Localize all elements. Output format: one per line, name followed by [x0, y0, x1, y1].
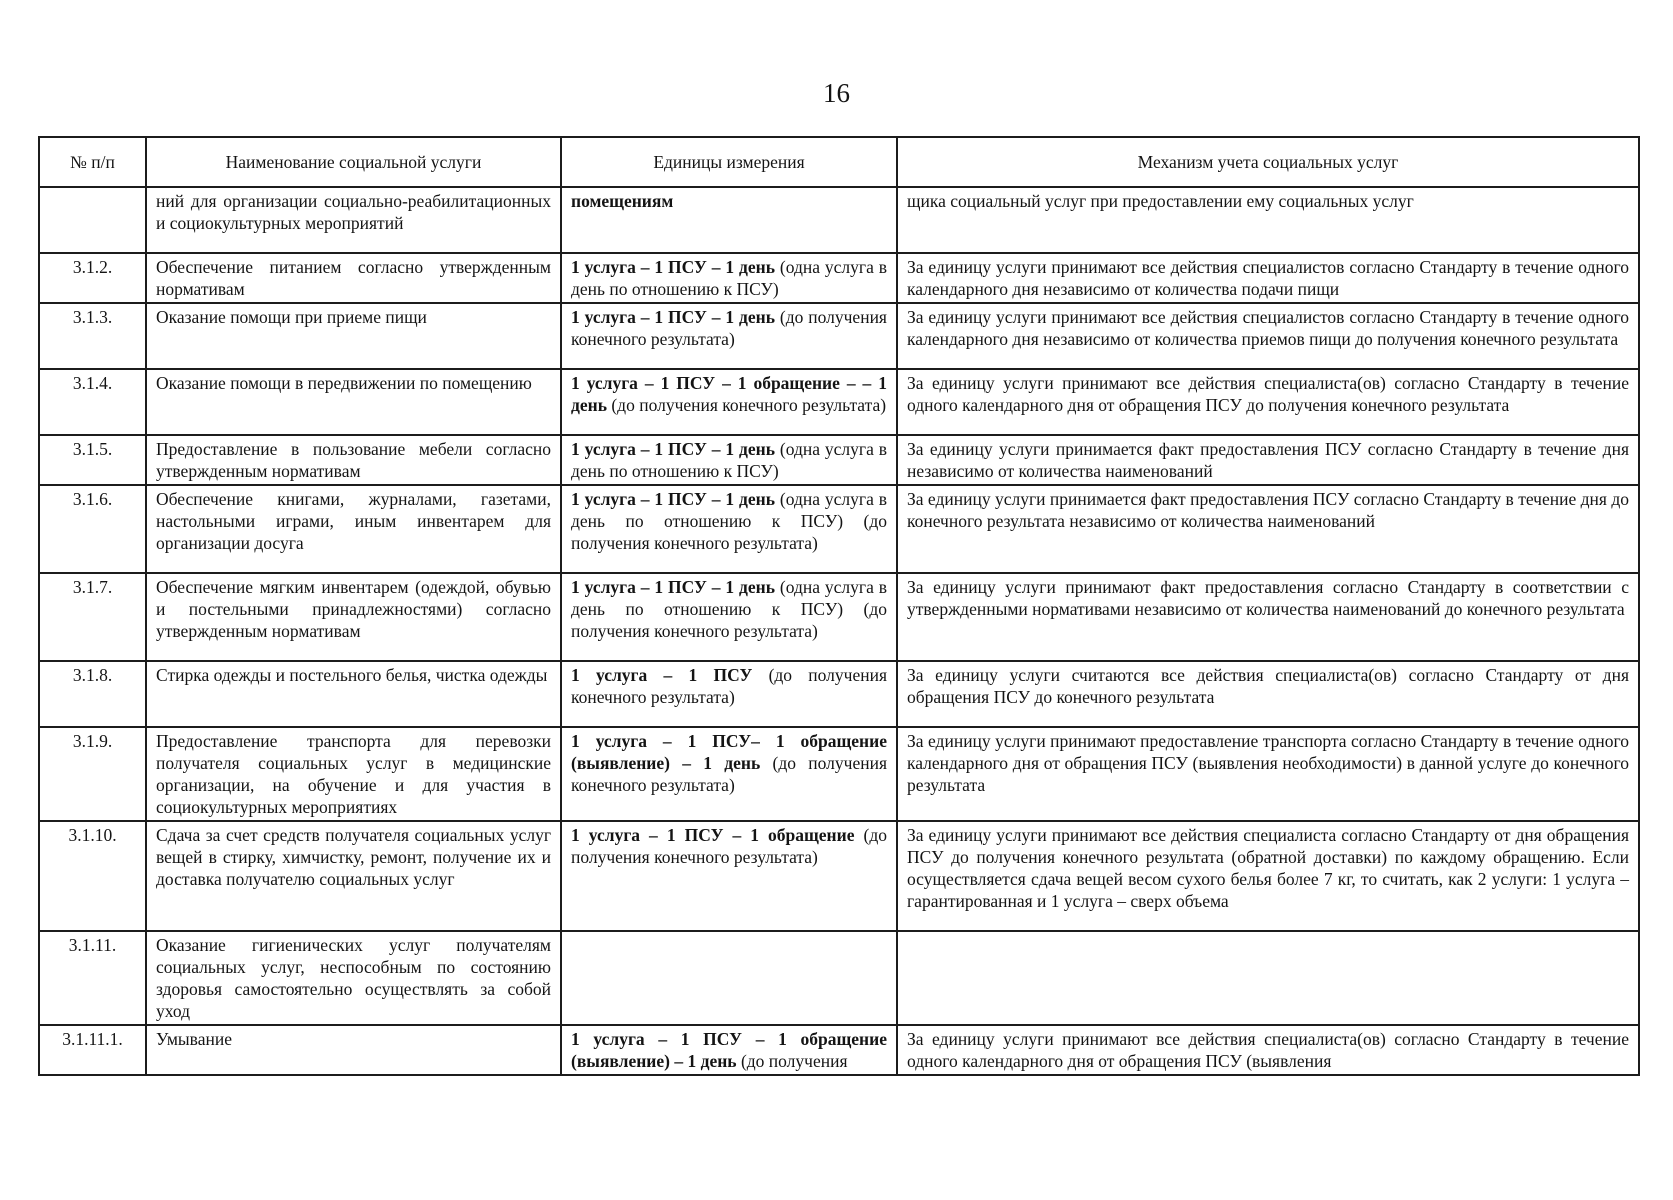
row-unit [561, 661, 897, 727]
row-unit-text: (до получения конечного результата) [571, 665, 888, 707]
row-mechanism: За единицу услуги принимают все действия специалистов согласно Стандарту в течение одного календарного дня независимо от количества подачи пищи [897, 253, 1639, 303]
row-service-name: Обеспечение книгами, журналами, газетами, настольными играми, иным инвентарем для организации досуга [146, 485, 561, 573]
table-row [39, 821, 1639, 931]
row-mechanism: За единицу услуги принимают факт предоставления согласно Стандарту в соответствии с утвержденными нормативами независимо от количества наименований до конечного результата [897, 573, 1639, 661]
row-unit [561, 303, 897, 369]
row-unit-text: (до получения конечного результата) [571, 307, 887, 349]
row-mechanism: За единицу услуги принимают все действия специалиста(ов) согласно Стандарту в течение одного календарного дня от обращения ПСУ до получения конечного результата [897, 369, 1639, 435]
table-row [39, 435, 1639, 485]
row-mechanism: За единицу услуги принимают предоставление транспорта согласно Стандарту в течение одного календарного дня от обращения ПСУ (выявления необходимости) в данной услуге до конечного результата [897, 727, 1639, 821]
row-unit-text: (одна услуга в день по отношению к ПСУ) [571, 257, 887, 299]
table-row [39, 573, 1639, 661]
row-unit [561, 187, 897, 253]
row-mechanism: За единицу услуги принимается факт предоставления ПСУ согласно Стандарту в течение дня до конечного результата независимо от количества наименований [897, 485, 1639, 573]
row-unit-bold: 1 услуга – 1 ПСУ [571, 665, 753, 685]
row-unit [561, 1025, 897, 1075]
row-unit [561, 931, 897, 1025]
row-unit-text: (до получения конечного результата) [571, 825, 887, 867]
header-name: Наименование социальной услуги [146, 137, 561, 187]
row-mechanism: щика социальный услуг при предоставлении ему социальных услуг [897, 187, 1639, 253]
row-unit-bold: 1 услуга – 1 ПСУ– 1 обращение (выявление) – 1 день [571, 731, 887, 773]
row-service-name: Оказание помощи при приеме пищи [146, 303, 561, 369]
row-num [39, 187, 146, 253]
row-unit-bold: 1 услуга – 1 ПСУ – 1 день [571, 439, 776, 459]
table-row [39, 1025, 1639, 1075]
row-unit-text: (одна услуга в день по отношению к ПСУ) (до получения конечного результата) [571, 577, 887, 641]
row-service-name: Сдача за счет средств получателя социальных услуг вещей в стирку, химчистку, ремонт, получение их и доставка получателю социальных услуг [146, 821, 561, 931]
row-unit-bold: 1 услуга – 1 ПСУ – 1 обращение (выявление) – 1 день [571, 1029, 887, 1071]
row-unit-bold: помещениям [571, 191, 674, 211]
row-num: 3.1.2. [39, 253, 146, 303]
row-unit-text: (до получения конечного результата) [571, 753, 887, 795]
row-unit [561, 435, 897, 485]
row-num: 3.1.4. [39, 369, 146, 435]
table-row [39, 303, 1639, 369]
row-num: 3.1.7. [39, 573, 146, 661]
row-unit-text: (до получения [736, 1051, 848, 1071]
row-service-name: ний для организации социально-реабилитационных и социокультурных мероприятий [146, 187, 561, 253]
row-num: 3.1.10. [39, 821, 146, 931]
row-num: 3.1.9. [39, 727, 146, 821]
row-mechanism: За единицу услуги принимают все действия специалиста согласно Стандарту от дня обращения ПСУ до получения конечного результата (обратной доставки) по каждому обращению. Если осуществляется сдача вещей весом сухого белья более 7 кг, то считать, как 2 услуги: 1 услуга – гарантированная и 1 услуга – сверх объема [897, 821, 1639, 931]
row-num: 3.1.8. [39, 661, 146, 727]
table-row [39, 369, 1639, 435]
services-table-container [38, 136, 1638, 1076]
row-unit [561, 727, 897, 821]
row-num: 3.1.3. [39, 303, 146, 369]
row-unit [561, 573, 897, 661]
row-unit-text: (одна услуга в день по отношению к ПСУ) (до получения конечного результата) [571, 489, 887, 553]
row-mechanism: За единицу услуги считаются все действия специалиста(ов) согласно Стандарту от дня обращения ПСУ до конечного результата [897, 661, 1639, 727]
table-row [39, 661, 1639, 727]
row-service-name: Умывание [146, 1025, 561, 1075]
row-unit-bold: 1 услуга – 1 ПСУ – 1 день [571, 307, 776, 327]
row-service-name: Оказание помощи в передвижении по помещению [146, 369, 561, 435]
header-mechanism: Механизм учета социальных услуг [897, 137, 1639, 187]
row-mechanism: За единицу услуги принимается факт предоставления ПСУ согласно Стандарту в течение дня независимо от количества наименований [897, 435, 1639, 485]
row-num: 3.1.6. [39, 485, 146, 573]
services-table [38, 136, 1640, 1076]
row-unit-bold: 1 услуга – 1 ПСУ – 1 обращение – – 1 день [571, 373, 887, 415]
row-unit-text: (до получения конечного результата) [606, 395, 887, 415]
row-unit-bold: 1 услуга – 1 ПСУ – 1 день [571, 489, 776, 509]
row-mechanism [897, 931, 1639, 1025]
table-row [39, 187, 1639, 253]
row-unit [561, 253, 897, 303]
row-service-name: Обеспечение мягким инвентарем (одеждой, обувью и постельными принадлежностями) согласно утвержденным нормативам [146, 573, 561, 661]
table-row [39, 727, 1639, 821]
table-row [39, 931, 1639, 1025]
row-mechanism: За единицу услуги принимают все действия специалистов согласно Стандарту в течение одного календарного дня независимо от количества приемов пищи до получения конечного результата [897, 303, 1639, 369]
row-mechanism: За единицу услуги принимают все действия специалиста(ов) согласно Стандарту в течение одного календарного дня от обращения ПСУ (выявления [897, 1025, 1639, 1075]
row-service-name: Оказание гигиенических услуг получателям социальных услуг, неспособным по состоянию здоровья самостоятельно осуществлять за собой уход [146, 931, 561, 1025]
row-unit [561, 485, 897, 573]
row-service-name: Стирка одежды и постельного белья, чистка одежды [146, 661, 561, 727]
page-number: 16 [823, 78, 850, 108]
header-num: № п/п [39, 137, 146, 187]
row-unit-bold: 1 услуга – 1 ПСУ – 1 день [571, 257, 776, 277]
table-row [39, 253, 1639, 303]
row-num: 3.1.11. [39, 931, 146, 1025]
row-service-name: Предоставление транспорта для перевозки получателя социальных услуг в медицинские организации, на обучение и для участия в социокультурных мероприятиях [146, 727, 561, 821]
row-unit-text: (одна услуга в день по отношению к ПСУ) [571, 439, 887, 481]
table-header-row [39, 137, 1639, 187]
row-unit [561, 369, 897, 435]
row-service-name: Обеспечение питанием согласно утвержденным нормативам [146, 253, 561, 303]
header-unit: Единицы измерения [561, 137, 897, 187]
table-row [39, 485, 1639, 573]
row-unit-bold: 1 услуга – 1 ПСУ – 1 обращение [571, 825, 855, 845]
row-unit-bold: 1 услуга – 1 ПСУ – 1 день [571, 577, 776, 597]
row-num: 3.1.11.1. [39, 1025, 146, 1075]
row-service-name: Предоставление в пользование мебели согласно утвержденным нормативам [146, 435, 561, 485]
row-unit [561, 821, 897, 931]
row-num: 3.1.5. [39, 435, 146, 485]
